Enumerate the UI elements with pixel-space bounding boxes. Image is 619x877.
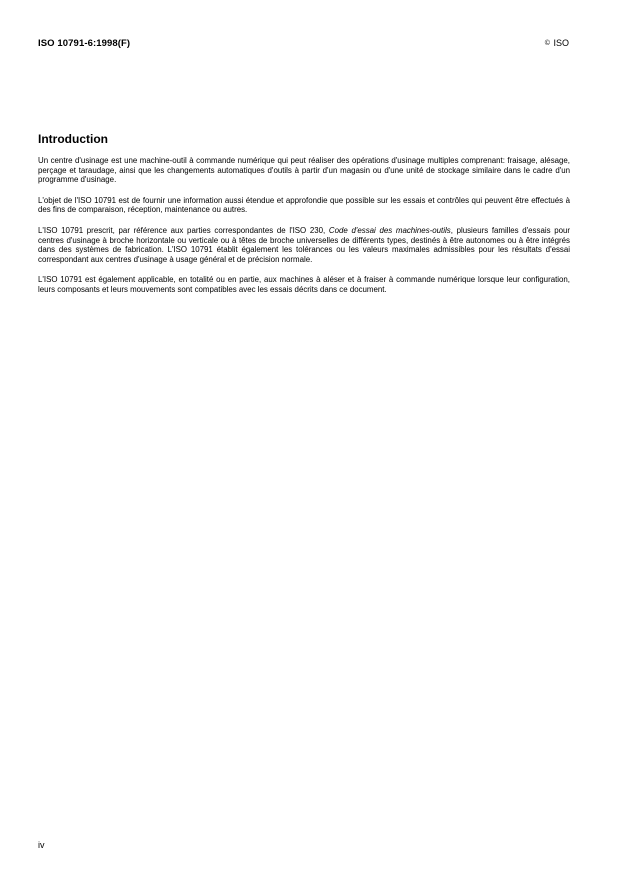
paragraph-1: Un centre d'usinage est une machine-outil à commande numérique qui peut réaliser des opérations d'usinage multiples comprenant: fraisage, alésage, perçage et taraudage, ainsi que les changements automatiques d'outils à partir d'un magasin ou d'une unité de stockage similaire dans le cadre d'un programme d'usinage. <box>38 156 570 185</box>
copyright-notice <box>545 38 569 48</box>
paragraph-3-text-a: L'ISO 10791 prescrit, par référence aux parties correspondantes de l'ISO 230, <box>38 225 329 235</box>
copyright-symbol: © <box>544 40 550 47</box>
section-title: Introduction <box>38 132 108 146</box>
page-number: iv <box>38 840 45 850</box>
paragraph-4: L'ISO 10791 est également applicable, en totalité ou en partie, aux machines à aléser et à fraiser à commande numérique lorsque leur configuration, leurs composants et leurs mouvements sont compatibles avec les essais décrits dans ce document. <box>38 275 570 294</box>
document-identifier: ISO 10791-6:1998(F) <box>38 38 131 49</box>
referenced-title: Code d'essai des machines-outils <box>328 225 451 235</box>
paragraph-3 <box>38 226 570 264</box>
paragraph-2: L'objet de l'ISO 10791 est de fournir une information aussi étendue et approfondie que possible sur les essais et contrôles qui peuvent être effectués à des fins de comparaison, réception, maintenance ou autres. <box>38 195 570 215</box>
introduction-body <box>38 156 570 306</box>
copyright-owner: ISO <box>553 38 569 48</box>
paragraph-3-text-b: , plusieurs familles d'essais pour centres d'usinage à broche horizontale ou verticale ou à têtes de broche universelles de différents types, destinés à être autonomes ou à être intégrés dans des systèmes de fabrication. L'ISO 10791 établit également les tolérances ou les valeurs maximales admissibles pour les résultats d'essai correspondant aux centres d'usinage à usage général et de précision normale. <box>38 225 571 264</box>
